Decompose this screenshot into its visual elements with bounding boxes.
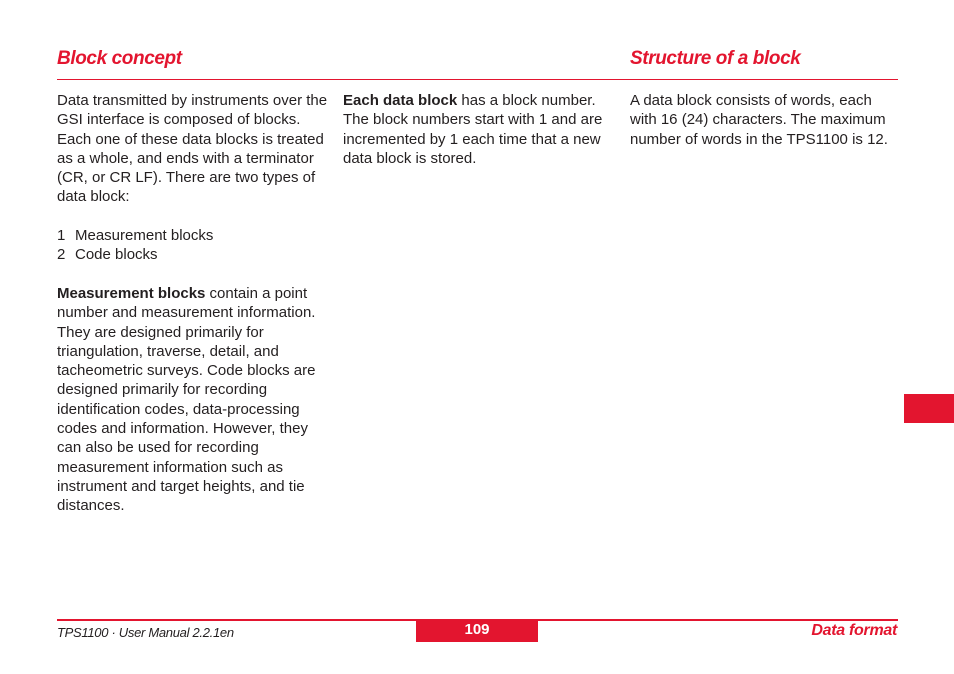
measurement-blocks-text: contain a point number and measurement information. They are designed primarily for triangulation, traverse, detail, and tacheometric surveys. Code blocks are designed primarily for recording identification codes, data-processing codes and information. However, they can also be used for recording measurement information such as instrument and target heights, and tie distances. bbox=[57, 284, 316, 515]
measurement-blocks-term: Measurement blocks bbox=[57, 284, 206, 302]
page-number: 109 bbox=[416, 619, 538, 642]
measurement-blocks-paragraph bbox=[57, 284, 332, 516]
intro-paragraph: Data transmitted by instruments over the GSI interface is composed of blocks. Each one of these data blocks is treated as a whole, and ends with a terminator (CR, or CR LF). There are two types of data block: bbox=[57, 92, 328, 206]
top-divider bbox=[57, 79, 898, 80]
chapter-tab-marker bbox=[904, 394, 954, 423]
list-item-label: Code blocks bbox=[75, 246, 158, 264]
list-item bbox=[57, 226, 332, 245]
data-block-term: Each data block bbox=[343, 92, 458, 109]
structure-paragraph: A data block consists of words, each with 16 (24) characters. The maximum number of words in the TPS1100 is 12. bbox=[630, 92, 888, 148]
column-block-concept bbox=[57, 91, 332, 516]
list-item-number: 2 bbox=[57, 246, 66, 264]
footer-manual-title: TPS1100 · User Manual 2.2.1en bbox=[57, 625, 234, 640]
data-block-text: has a block number. The block numbers start with 1 and are incremented by 1 each time that a new data block is stored. bbox=[343, 92, 603, 167]
data-block-paragraph bbox=[343, 91, 615, 168]
heading-structure-of-a-block: Structure of a block bbox=[630, 48, 801, 69]
column-data-block bbox=[343, 91, 615, 168]
heading-block-concept: Block concept bbox=[57, 48, 182, 69]
list-item-label: Measurement blocks bbox=[75, 227, 214, 245]
list-item bbox=[57, 245, 332, 264]
column-structure bbox=[630, 91, 898, 149]
list-item-number: 1 bbox=[57, 227, 66, 245]
footer-section-title: Data format bbox=[811, 622, 897, 639]
block-types-list bbox=[57, 226, 332, 265]
